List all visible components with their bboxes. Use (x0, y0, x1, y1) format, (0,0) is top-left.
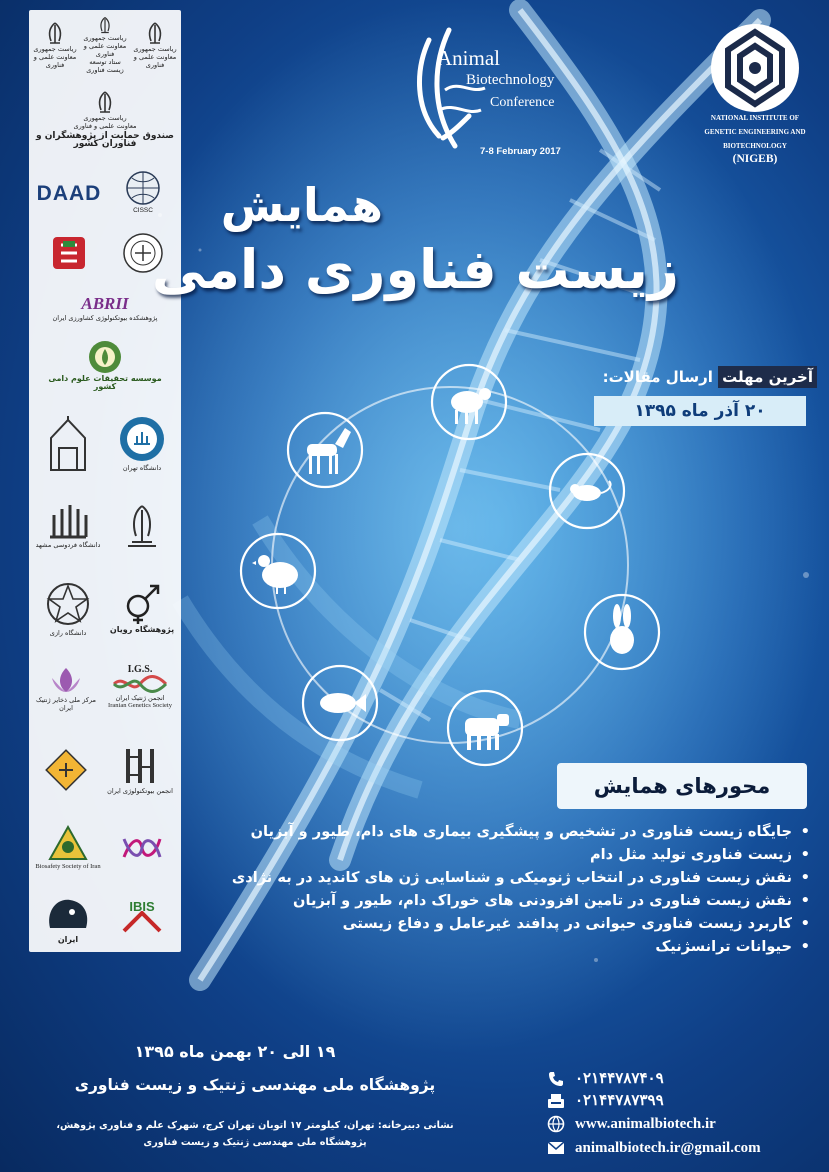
sponsor-igs (101, 652, 179, 724)
biosafety-emblem-icon (46, 823, 90, 863)
sponsor-daad (33, 170, 105, 218)
sponsor-caption: Iranian Genetics Society (108, 702, 172, 709)
deadline-date: ۲۰ آذر ماه ۱۳۹۵ (594, 396, 806, 426)
sponsor-tabriz-univ (33, 404, 103, 482)
title-line-2: زیست فناوری دامی (151, 238, 679, 301)
sponsor-agri-univ (107, 490, 177, 560)
topic-item: • نقش زیست فناوری در انتخاب ژنومیکی و شناسایی ژن های کاندید در به نژادی (150, 866, 812, 889)
dna-emblem-icon (118, 745, 162, 787)
iran-emblem-icon (94, 16, 116, 34)
conference-title-animal: Animal (437, 46, 500, 70)
conference-logo-icon (395, 20, 585, 160)
sponsor-presidency-science (31, 16, 79, 74)
sponsor-presidency-science-2 (131, 16, 179, 74)
daad-logo: DAAD (36, 182, 102, 205)
sponsor-caption: دانشگاه تهران (122, 464, 162, 472)
title-line-1: همایش (220, 178, 383, 232)
sheep-icon (451, 388, 491, 424)
deadline-label-suffix: ارسال مقالات: (602, 368, 719, 386)
university-emblem-icon (44, 501, 92, 541)
nigeb-name: NATIONAL INSTITUTE OF GENETIC ENGINEERING AND BIOTECHNOLOGY (704, 114, 806, 150)
sponsor-caption: Biosafety Society of Iran (35, 863, 101, 870)
sponsor-logo-strip (29, 10, 181, 952)
contact-website[interactable] (545, 1115, 716, 1133)
lotus-icon (46, 664, 86, 696)
iran-emblem-icon (94, 90, 116, 114)
double-helix-icon (112, 674, 168, 694)
iran-emblem-icon (44, 21, 66, 45)
animal-ring (230, 355, 670, 775)
sponsor-caption: انجمن بیوتکنولوژی ایران (107, 787, 173, 795)
sponsor-iran-society (33, 888, 103, 948)
address-line-1: نشانی دبیرخانه: تهران، کیلومتر ۱۷ اتوبان تهران کرج، شهرک علم و فناوری پژوهش، (56, 1120, 454, 1131)
fax-number: ۰۲۱۴۴۷۸۷۳۹۹ (575, 1093, 664, 1109)
sponsor-caption: معاونت علمی و فناوری (133, 53, 177, 69)
sponsor-royan (107, 568, 177, 648)
website-link[interactable]: www.animalbiotech.ir (575, 1115, 716, 1132)
deadline-label-highlight: آخرین مهلت (718, 366, 817, 388)
sponsor-diamond (33, 732, 99, 808)
sponsor-caption: موسسه تحقیقات علوم دامی کشور (48, 374, 162, 391)
diamond-emblem-icon (43, 747, 89, 793)
leaf-emblem-icon (87, 339, 123, 375)
topics-heading-box (557, 763, 807, 809)
sponsor-caption: انجمن ژنتیک ایران (115, 694, 165, 702)
mouse-icon (570, 481, 611, 501)
nigeb-abbreviation: (NIGEB) (732, 153, 778, 165)
sponsor-biotech-society (103, 732, 177, 808)
phone-number: ۰۲۱۴۴۷۸۷۴۰۹ (575, 1071, 664, 1087)
contact-phone (545, 1069, 664, 1088)
secretariat-address (30, 1117, 480, 1151)
sponsor-caption: ریاست جمهوری (83, 114, 127, 122)
topics-heading: محورهای همایش (593, 774, 771, 798)
sponsor-researchers-fund (35, 84, 175, 154)
fish-icon (320, 693, 366, 713)
globe-icon (124, 169, 162, 207)
sponsor-caption: ریاست جمهوری (83, 34, 127, 42)
event-venue: پژوهشگاه ملی مهندسی ژنتیک و زیست فناوری (74, 1076, 436, 1094)
university-seal-icon (117, 414, 167, 464)
sponsor-caption: پژوهشگاه رویان (109, 625, 175, 634)
sponsor-caption: معاونت علمی و فناوری (83, 42, 127, 58)
globe-icon (545, 1115, 567, 1133)
topic-item: • زیست فناوری تولید مثل دام (150, 843, 812, 866)
email-icon (545, 1139, 567, 1157)
sponsor-tehran-univ (107, 404, 177, 482)
star-emblem-icon (43, 579, 93, 629)
sponsor-genetic-reserves (33, 652, 99, 724)
topic-item: • نقش زیست فناوری در تامین افزودنی های خوراک دام، طیور و آبزیان (150, 889, 812, 912)
gender-symbol-icon (120, 582, 164, 626)
conference-title-biotechnology: Biotechnology (466, 72, 555, 88)
contact-email[interactable] (545, 1139, 761, 1157)
ibis-logo: IBIS (129, 899, 155, 914)
sponsor-caption: ریاست جمهوری (133, 45, 177, 53)
sponsor-caption: معاونت علمی و فناوری (33, 53, 77, 69)
animal-head-icon (42, 892, 94, 936)
sponsor-cissc (109, 164, 177, 220)
event-date: ۱۹ الی ۲۰ بهمن ماه ۱۳۹۵ (134, 1042, 336, 1061)
sponsor-caption: مرکز ملی ذخایر ژنتیک ایران (36, 696, 96, 712)
cow-icon (465, 714, 509, 750)
email-link[interactable]: animalbiotech.ir@gmail.com (575, 1139, 761, 1156)
university-emblem-icon (120, 502, 164, 548)
abrii-logo: ABRII (81, 294, 129, 313)
building-icon (45, 414, 91, 472)
conference-date-en: 7-8 February 2017 (480, 146, 561, 157)
sponsor-caption: پژوهشکده بیوتکنولوژی کشاورزی ایران (52, 314, 158, 322)
topic-item: • جایگاه زیست فناوری در تشخیص و پیشگیری بیماری های دام، طیور و آبزیان (222, 820, 812, 843)
sponsor-caption: ریاست جمهوری (33, 45, 77, 53)
topics-list (150, 820, 812, 958)
shield-icon (49, 233, 89, 273)
address-line-2: پژوهشگاه ملی مهندسی ژنتیک و زیست فناوری (143, 1137, 367, 1148)
sponsor-caption: صندوق حمایت از پژوهشگران و فناوران کشور (36, 131, 174, 149)
sponsor-caption: ستاد توسعه زیست فناوری (86, 58, 124, 74)
igs-logo: I.G.S. (127, 664, 153, 675)
conference-title-conference: Conference (490, 95, 555, 110)
sponsor-veterinary-org (33, 222, 105, 284)
sponsor-asri (39, 332, 171, 398)
chicken-icon (252, 555, 298, 594)
sponsor-biosafety (33, 812, 103, 882)
topic-item: • کاربرد زیست فناوری حیوانی در پدافند غیرعامل و دفاع زیستی (150, 912, 812, 935)
sponsor-caption: ایران (57, 935, 79, 944)
sponsor-mashhad-univ (33, 490, 103, 560)
fax-icon (545, 1092, 567, 1110)
topic-item: • حیوانات ترانسژنیک (150, 935, 812, 958)
contact-fax (545, 1091, 664, 1110)
sponsor-caption: CISSC (133, 207, 153, 214)
sponsor-caption: دانشگاه فردوسی مشهد (35, 541, 101, 549)
sponsor-caption: دانشگاه رازی (49, 629, 87, 637)
phone-icon (545, 1070, 567, 1088)
iran-emblem-icon (144, 21, 166, 45)
sponsor-biotech-council (81, 16, 129, 74)
sponsor-razi-univ (33, 568, 103, 648)
sponsor-caption: معاونت علمی و فناوری (73, 122, 137, 130)
